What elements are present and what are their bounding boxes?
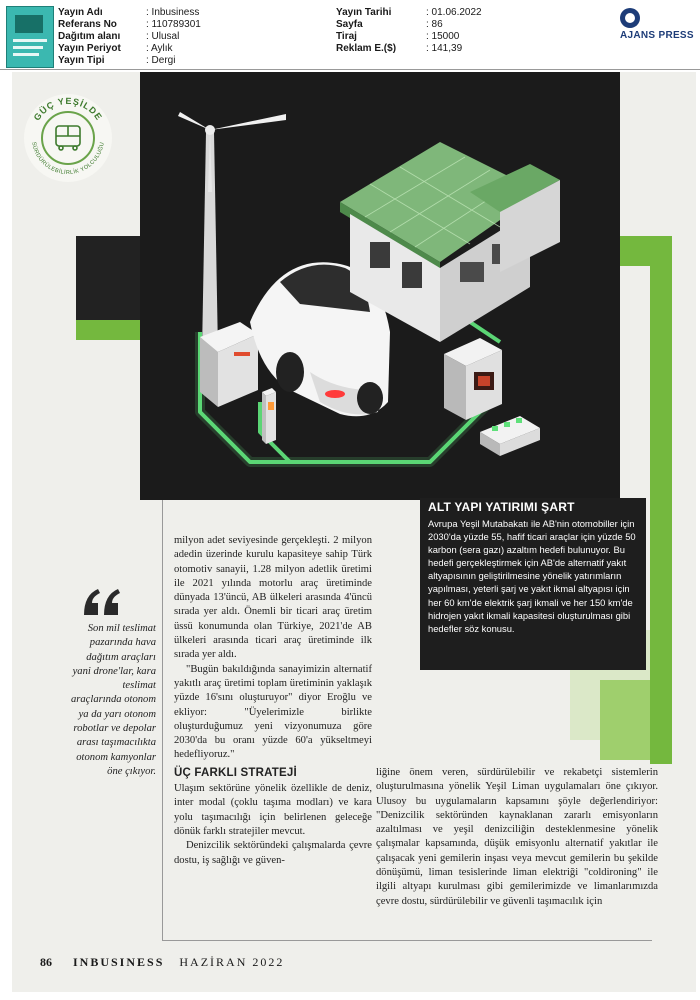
badge-top-text: GÜÇ YEŞİLDE [31, 95, 105, 123]
paragraph: liğine önem veren, sürdürülebilir ve rekabetçi sistemlerin oluşturulmasına yönelik Yeşil Liman uygulamaları öne çıkıyor. Ulusoy bu uygulamaların kapsamını şöyle değerlendiriyor: "Denizcilik sektöründen kaynaklanan zararlı emisyonların azaltılması ve yeşil denizciliğin desteklenmesine yönelik çalışmalar kapsamında, düşük emisyonlu alternatif yakıtlar ile çalışacak yeni gemilerin inşası veya mevcut gemilerin bu şekilde dönüşümü, liman tesislerinde liman elektriği "coldironing" ile ilgili altyapı kurulması gibi gemilerimizde ve limanlarımızda çevre dostu, sürdürülebilir ve güvenli taşımacılık için [376, 767, 658, 907]
article-column-2 [376, 766, 658, 909]
meta-value: : 141,39 [426, 43, 463, 54]
badge-bottom-text: SÜRDÜRÜLEBİLİRLİK YOLCULUĞU [30, 141, 106, 177]
paragraph: milyon adet seviyesinde gerçekleşti. 2 milyon adedin üzerinde kurulu kapasiteye sahip Türk otomotiv sanayii, 1.28 milyon adetlik üretimi ile 2021 yılında motorlu araç üretiminde dünyada 13'üncü, AB ülkeleri arasında 4'üncü sırada yer aldı. Önemli bir ticari araç üretim üssü konumunda olan Türkiye, 2021'de AB ülkeleri arasında ticari araç üretiminde ilk sırada yer aldı. [174, 535, 372, 661]
paragraph: "Bugün bakıldığında sanayimizin alternatif yakıtlı araç üretimi toplam üretiminin yaklaşık yüzde 16'sını oluşturuyor" diyor Eroğlu ve ekliyor: "Üyelerimizle birlikte oluşturduğumuz yeni vizyonumuza göre 2030'da bu oranı yüzde 60'a yükseltmeyi hedefliyoruz." [174, 663, 372, 761]
meta-label: Yayın Tarihi [336, 7, 392, 18]
meta-label: Reklam E.($) [336, 43, 397, 54]
meta-label: Dağıtım alanı [58, 31, 121, 42]
charging-station-icon [262, 388, 276, 444]
hero-illustration [140, 72, 620, 500]
issue-date: HAZİRAN 2022 [179, 955, 285, 969]
logo-text: AJANS PRESS [620, 30, 694, 41]
meta-value: : Inbusiness [146, 7, 200, 18]
ajans-press-logo [620, 8, 692, 42]
page-number: 86 [40, 955, 52, 969]
infrastructure-sidebar [420, 498, 646, 670]
hero-illustration-svg [140, 72, 620, 500]
decorative-green-block-2 [600, 680, 650, 760]
section-badge [22, 92, 114, 184]
paragraph: Denizcilik sektöründeki çalışmalarda çevre dostu, iş sağlığı ve güven- [174, 840, 372, 866]
globe-icon [620, 8, 640, 28]
meta-label: Yayın Periyot [58, 43, 121, 54]
meta-label: Yayın Adı [58, 7, 103, 18]
sidebar-title: ALT YAPI YATIRIMI ŞART [428, 500, 575, 514]
meta-label: Referans No [58, 19, 117, 30]
decorative-green-block [76, 320, 140, 340]
meta-value: : Ulusal [146, 31, 180, 42]
decorative-green-bar [650, 236, 672, 764]
magazine-name: INBUSINESS [73, 955, 165, 969]
page-footer [40, 955, 284, 970]
quote-mark-icon [82, 585, 122, 619]
decorative-green-square [620, 236, 650, 266]
meta-row-reklam [336, 42, 396, 55]
subheading: ÜÇ FARKLI STRATEJİ [174, 766, 297, 779]
article-column-1 [174, 534, 372, 868]
badge-svg [22, 92, 114, 184]
meta-label: Tiraj [336, 31, 357, 42]
battery-icon [444, 338, 502, 420]
battery-icon [480, 416, 540, 456]
meta-value: : 15000 [426, 31, 460, 42]
meta-value: : Aylık [146, 43, 173, 54]
sidebar-text: Avrupa Yeşil Mutabakatı ile AB'nin otomobiller için 2030'da yüzde 55, hafif ticari araçlar için yüzde 50 karbon (sera gazı) azaltım hedefi bulunuyor. Bu hedefi gerçekleştirmek için AB'de alternatif yakıt altyapısının geliştirilmesine yönelik yatırımların yapılması, yeterli şarj ve yakıt ikmal altyapısı için her 60 km'de elektrik şarj ikmali ve her 150 km'de hidrojen yakıt ikmali kapasitesi oluşturulması gibi hedefler söz konusu. [428, 518, 636, 634]
press-clipping-header [0, 0, 700, 70]
meta-label: Sayfa [336, 19, 363, 30]
paragraph: Ulaşım sektörüne yönelik özellikle de deniz, inter modal (çoklu taşıma modları) ve kara yolu taşımacılığı için belirlenen geleceğe dönük farklı stratejiler mevcut. [174, 783, 372, 837]
column-divider [162, 500, 163, 940]
clipping-thumbnail [6, 6, 54, 68]
meta-value: : 86 [426, 19, 443, 30]
meta-row-yayin-tipi [58, 54, 105, 67]
battery-icon [200, 322, 258, 407]
meta-value: : Dergi [146, 55, 176, 66]
decorative-dark-block [76, 236, 140, 320]
footer-divider [162, 940, 652, 941]
meta-value: : 110789301 [146, 19, 201, 30]
meta-value: : 01.06.2022 [426, 7, 482, 18]
pull-quote: Son mil teslimat pazarında hava dağıtım araçları yani drone'lar, kara teslimat araçlarında otonom ya da yarı otonom robotlar ve depolar arası taşımacılıkta otonom kamyonlar öne çıkıyor. [70, 623, 156, 777]
header-divider [0, 69, 700, 70]
meta-label: Yayın Tipi [58, 55, 105, 66]
